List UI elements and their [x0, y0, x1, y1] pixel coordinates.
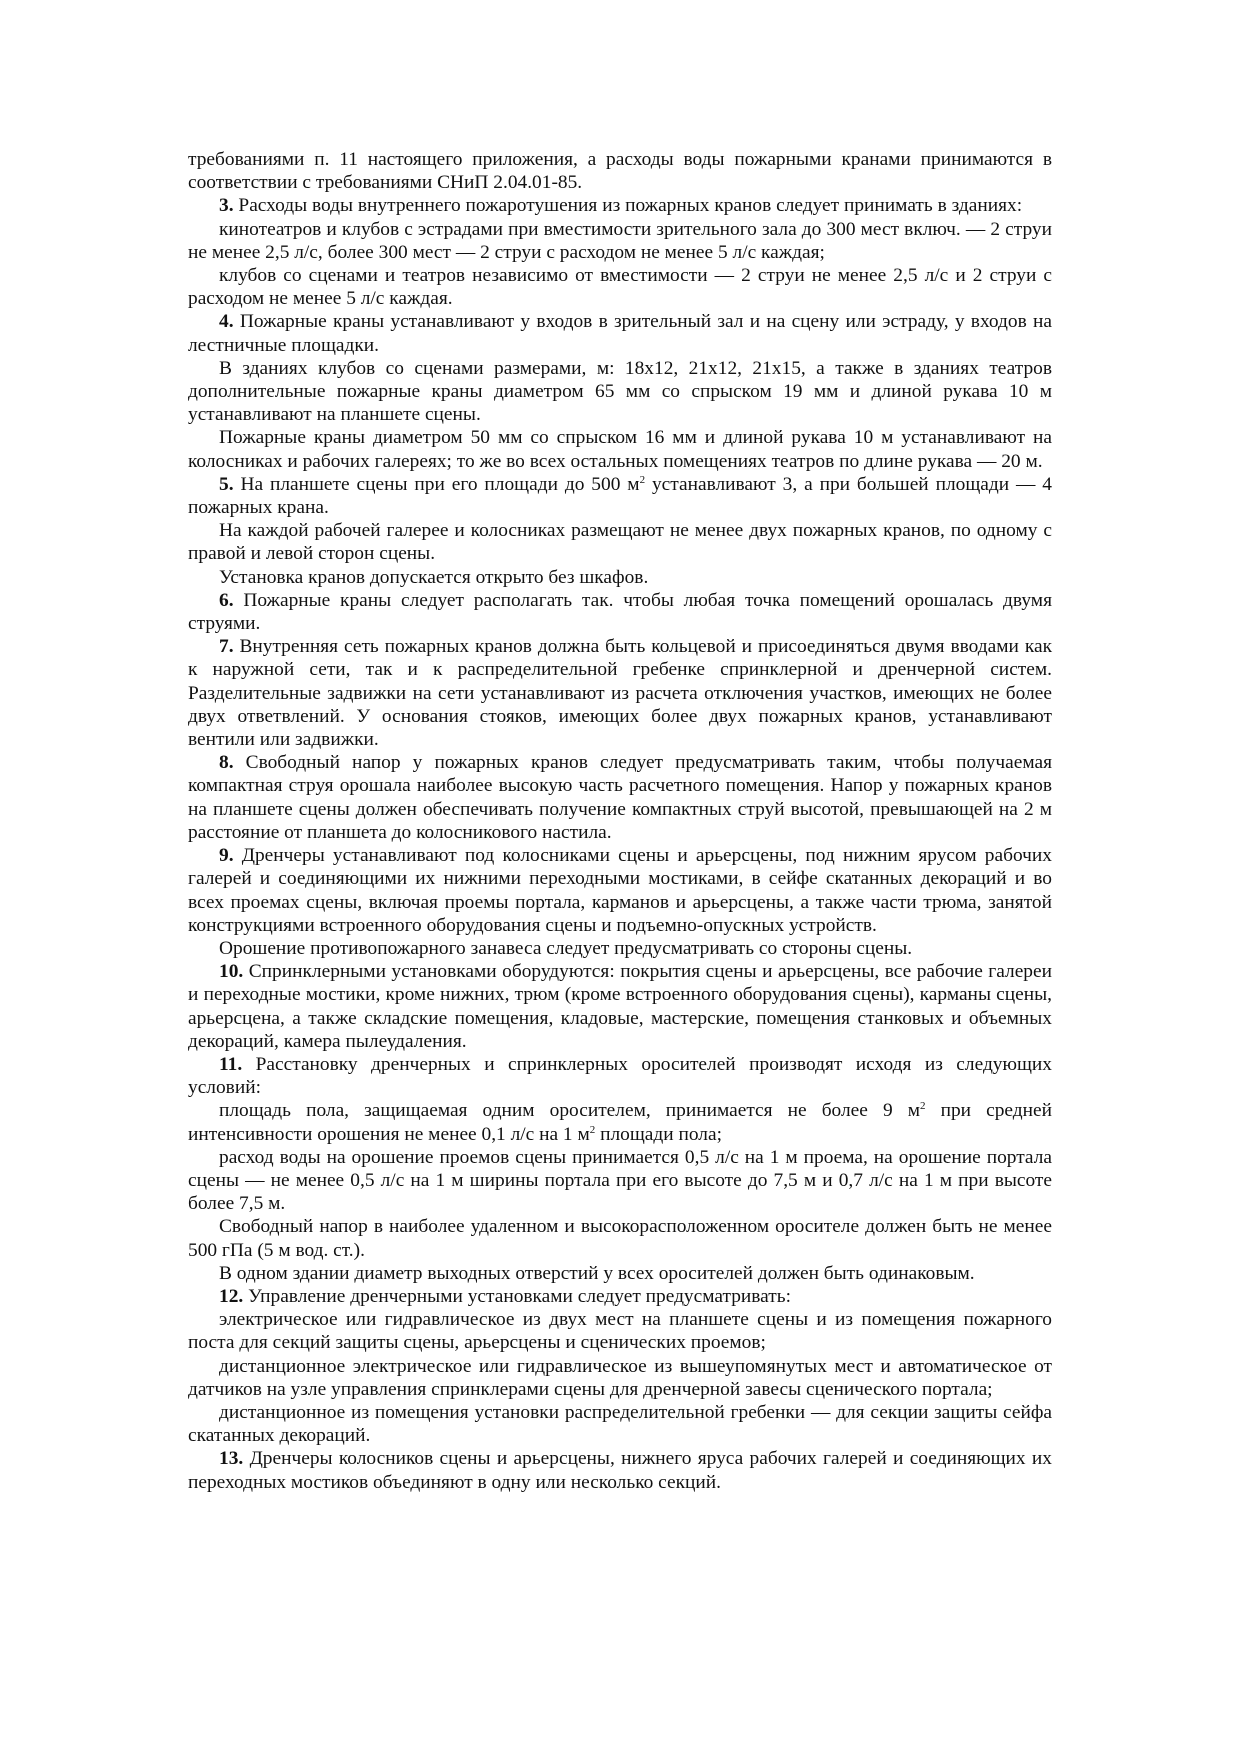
clause-number: 5. [219, 473, 234, 495]
paragraph-p1 [188, 194, 1052, 217]
paragraph-text: дистанционное из помещения установки распределительной гребенки — для секции защиты сейфа скатанных декораций. [188, 1401, 1052, 1447]
clause-number: 9. [219, 845, 234, 867]
superscript: 2 [920, 1100, 926, 1113]
clause-number: 10. [219, 961, 244, 983]
paragraph-text-continued: устанавливают 3, а при большей площади — 4 пожарных крана. [188, 473, 1052, 519]
paragraph-text: Спринклерными установками оборудуются: покрытия сцены и арьерсцены, все рабочие галереи и переходные мостики, кроме нижних, трюм (кроме встроенного оборудования сцены), карманы сцены, арьерсцена, а также складские помещения, кладовые, мастерские, помещения станковых и объемных декораций, камера пылеудаления. [188, 961, 1052, 1052]
clause-number: 13. [219, 1448, 244, 1470]
paragraph-p14 [188, 937, 1052, 960]
paragraph-p20 [188, 1262, 1052, 1285]
clause-number: 8. [219, 752, 234, 774]
paragraph-text: Свободный напор у пожарных кранов следует предусматривать таким, чтобы получаемая компактная струя орошала наиболее высокую часть расчетного помещения. Напор у пожарных кранов на планшете сцены должен обеспечивать получение компактных струй высотой, превышающей на 2 м расстояние от планшета до колосникового настила. [188, 752, 1052, 843]
paragraph-p4 [188, 310, 1052, 356]
paragraph-text: Пожарные краны следует располагать так. чтобы любая точка помещений орошалась двумя струями. [188, 589, 1052, 635]
clause-number: 3. [219, 195, 234, 217]
paragraph-p6 [188, 426, 1052, 472]
clause-number: 12. [219, 1285, 244, 1307]
paragraph-p23 [188, 1355, 1052, 1401]
paragraph-text: В зданиях клубов со сценами размерами, м: 18x12, 21x12, 21x15, а также в зданиях театров дополнительные пожарные краны диаметром 65 мм со спрыском 19 мм и длиной рукава 10 м устанавливают на планшете сцены. [188, 357, 1052, 426]
paragraph-p11 [188, 635, 1052, 751]
paragraph-text: Свободный напор в наиболее удаленном и высокорасположенном оросителе должен быть не менее 500 гПа (5 м вод. ст.). [188, 1216, 1052, 1261]
paragraph-p3 [188, 264, 1052, 310]
clause-number: 11. [219, 1053, 243, 1075]
paragraph-text: Дренчеры колосников сцены и арьерсцены, нижнего яруса рабочих галерей и соединяющих их переходных мостиков объединяют в одну или несколько секций. [188, 1448, 1052, 1493]
paragraph-p15 [188, 960, 1052, 1053]
paragraph-p10 [188, 589, 1052, 635]
paragraph-p2 [188, 218, 1052, 264]
paragraph-text: Пожарные краны диаметром 50 мм со спрыском 16 мм и длиной рукава 10 м устанавливают на колосниках и рабочих галереях; то же во всех остальных помещениях театров по длине рукава — 20 м. [188, 427, 1052, 472]
paragraph-text: На планшете сцены при его площади до 500 м [240, 473, 640, 495]
paragraph-p8 [188, 519, 1052, 565]
paragraph-text: Расходы воды внутреннего пожаротушения из пожарных кранов следует принимать в зданиях: [238, 195, 1023, 217]
paragraph-p0 [188, 148, 1052, 194]
paragraph-text-continued: площади пола; [595, 1123, 722, 1145]
paragraph-p17 [188, 1099, 1052, 1145]
paragraph-p7 [188, 473, 1052, 519]
paragraph-p18 [188, 1146, 1052, 1216]
paragraph-p13 [188, 844, 1052, 937]
paragraph-text: Установка кранов допускается открыто без шкафов. [219, 566, 649, 588]
paragraph-text: В одном здании диаметр выходных отверстий у всех оросителей должен быть одинаковым. [219, 1262, 975, 1284]
paragraph-p19 [188, 1215, 1052, 1261]
paragraph-text: расход воды на орошение проемов сцены принимается 0,5 л/с на 1 м проема, на орошение портала сцены — не менее 0,5 л/с на 1 м ширины портала при его высоте до 7,5 м и 0,7 л/с на 1 м при высоте более 7,5 м. [188, 1146, 1052, 1215]
paragraph-text: электрическое или гидравлическое из двух мест на планшете сцены и из помещения пожарного поста для секций защиты сцены, арьерсцены и сценических проемов; [188, 1309, 1052, 1354]
paragraph-text: площадь пола, защищаемая одним оросителем, принимается не более 9 м [219, 1100, 921, 1122]
paragraph-text: дистанционное электрическое или гидравлическое из вышеупомянутых мест и автоматическое от датчиков на узле управления спринклерами сцены для дренчерной завесы сценического портала; [188, 1355, 1052, 1400]
paragraph-p21 [188, 1285, 1052, 1308]
paragraph-text: Управление дренчерными установками следует предусматривать: [248, 1285, 791, 1307]
paragraph-p22 [188, 1308, 1052, 1354]
document-page [188, 148, 1052, 1494]
paragraph-text: Пожарные краны устанавливают у входов в зрительный зал и на сцену или эстраду, у входов на лестничные площадки. [188, 311, 1052, 356]
clause-number: 6. [219, 589, 234, 611]
superscript: 2 [639, 473, 646, 486]
paragraph-text: Расстановку дренчерных и спринклерных оросителей производят исходя из следующих условий: [188, 1053, 1052, 1099]
paragraph-p25 [188, 1447, 1052, 1493]
superscript: 2 [589, 1123, 596, 1136]
paragraph-text: требованиями п. 11 настоящего приложения, а расходы воды пожарными кранами принимаются в соответствии с требованиями СНиП 2.04.01-85. [188, 149, 1052, 194]
paragraph-p12 [188, 751, 1052, 844]
paragraph-text: Орошение противопожарного занавеса следует предусматривать со стороны сцены. [219, 937, 913, 959]
paragraph-p16 [188, 1053, 1052, 1099]
paragraph-text: Внутренняя сеть пожарных кранов должна быть кольцевой и присоединяться двумя вводами как к наружной сети, так и к распределительной гребенке спринклерной и дренчерной систем. Разделительные задвижки на сети устанавливают из расчета отключения участков, имеющих не более двух ответвлений. У основания стояков, имеющих более двух пожарных кранов, устанавливают вентили или задвижки. [188, 636, 1052, 751]
paragraph-text-continued: при средней интенсивности орошения не менее 0,1 л/с на 1 м [188, 1100, 1052, 1145]
paragraph-text: кинотеатров и клубов с эстрадами при вместимости зрительного зала до 300 мест включ. — 2 струи не менее 2,5 л/с, более 300 мест — 2 струи с расходом не менее 5 л/с каждая; [188, 218, 1052, 263]
paragraph-p24 [188, 1401, 1052, 1447]
clause-number: 7. [219, 636, 234, 658]
paragraph-text: клубов со сценами и театров независимо от вместимости — 2 струи не менее 2,5 л/с и 2 струи с расходом не менее 5 л/с каждая. [188, 265, 1052, 310]
paragraph-p9 [188, 566, 1052, 589]
paragraph-text: Дренчеры устанавливают под колосниками сцены и арьерсцены, под нижним ярусом рабочих галерей и соединяющими их нижними переходными мостиками, в сейфе скатанных декораций и во всех проемах сцены, включая проемы портала, карманов и арьерсцены, а также части трюма, занятой конструкциями встроенного оборудования сцены и подъемно-опускных устройств. [188, 845, 1052, 936]
paragraph-text: На каждой рабочей галерее и колосниках размещают не менее двух пожарных кранов, по одному с правой и левой сторон сцены. [188, 520, 1052, 565]
paragraph-p5 [188, 357, 1052, 427]
clause-number: 4. [219, 311, 234, 333]
